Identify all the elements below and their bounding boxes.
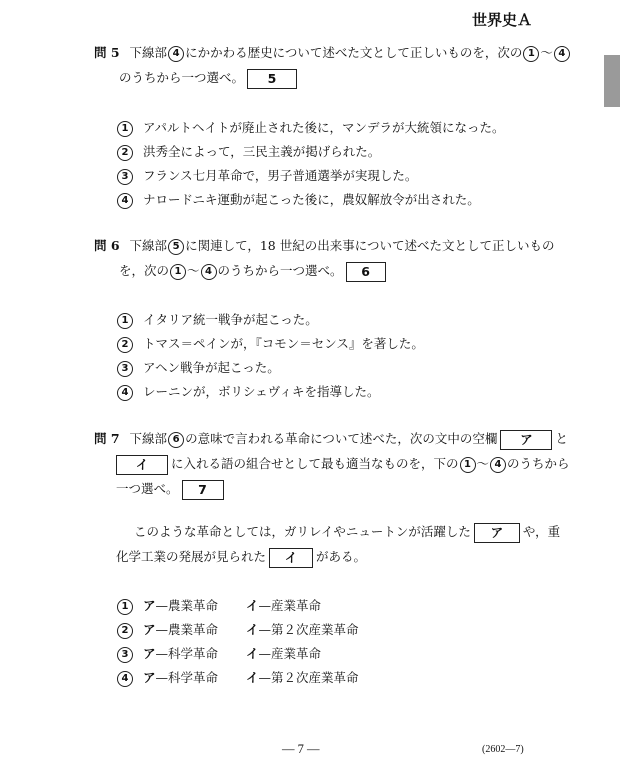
q5-option-2[interactable] bbox=[116, 142, 380, 161]
q5-line1 bbox=[94, 43, 571, 62]
option-i-value: 産業革命 bbox=[271, 646, 322, 661]
q7-line3-text: 一つ選べ。 bbox=[116, 481, 179, 496]
q7-passage-line1 bbox=[134, 522, 560, 543]
q7-blank-a-box: ア bbox=[500, 430, 552, 450]
page-code: (2602—7) bbox=[482, 744, 524, 755]
q5-range-sep: 〜 bbox=[540, 45, 553, 60]
q6-option-1[interactable] bbox=[116, 310, 318, 329]
q7-text-b: の意味で言われる革命について述べた，次の文中の空欄 bbox=[185, 431, 498, 446]
option-a-label: ア bbox=[143, 670, 156, 685]
q6-line2-a: を，次の bbox=[119, 263, 170, 278]
q7-marker: 6 bbox=[168, 432, 184, 448]
section-tab-marker bbox=[604, 55, 620, 107]
option-a-value: 科学革命 bbox=[168, 646, 219, 661]
q5-range-start: 1 bbox=[523, 46, 539, 62]
q5-text-a: 下線部 bbox=[129, 45, 168, 60]
q7-text-a: 下線部 bbox=[129, 431, 168, 446]
option-i-value: 第２次産業革命 bbox=[271, 622, 359, 637]
option-text: トマス＝ペインが，『コモン＝センス』を著した。 bbox=[143, 336, 424, 351]
option-text: レーニンが，ボリシェヴィキを指導した。 bbox=[143, 384, 380, 399]
q7-option-1[interactable] bbox=[116, 596, 321, 615]
option-number: 1 bbox=[117, 313, 133, 329]
q6-range-sep: 〜 bbox=[187, 263, 200, 278]
q7-passage-d: がある。 bbox=[316, 549, 367, 564]
q7-range-start: 1 bbox=[460, 457, 476, 473]
q5-option-3[interactable] bbox=[116, 166, 417, 185]
option-number: 4 bbox=[117, 671, 133, 687]
q6-range-end: 4 bbox=[201, 264, 217, 280]
q5-label: 問 5 bbox=[94, 45, 120, 60]
q5-option-1[interactable] bbox=[116, 118, 505, 137]
q5-line2-text: のうちから一つ選べ。 bbox=[119, 70, 245, 85]
option-text: ナロードニキ運動が起こった後に，農奴解放令が出された。 bbox=[143, 192, 480, 207]
q5-marker: 4 bbox=[168, 46, 184, 62]
option-dash: — bbox=[258, 670, 272, 685]
page-number: — 7 — bbox=[282, 742, 320, 756]
option-a-value: 農業革命 bbox=[168, 622, 219, 637]
option-number: 1 bbox=[117, 121, 133, 137]
option-dash: — bbox=[258, 646, 272, 661]
option-dash: — bbox=[155, 670, 169, 685]
q7-line3 bbox=[116, 479, 227, 500]
option-i-label: イ bbox=[246, 622, 259, 637]
q7-passage-c: 化学工業の発展が見られた bbox=[116, 549, 267, 564]
option-text: イタリア統一戦争が起こった。 bbox=[143, 312, 318, 327]
q7-label: 問 7 bbox=[94, 431, 120, 446]
q7-line2 bbox=[116, 454, 570, 475]
option-dash: — bbox=[155, 646, 169, 661]
subject-title: 世界史Ａ bbox=[471, 11, 532, 29]
q5-line2 bbox=[119, 68, 300, 89]
q6-answer-box[interactable]: 6 bbox=[346, 262, 386, 282]
option-a-label: ア bbox=[143, 622, 156, 637]
option-number: 1 bbox=[117, 599, 133, 615]
q7-to: と bbox=[555, 431, 568, 446]
q7-option-4[interactable] bbox=[116, 668, 359, 687]
option-number: 2 bbox=[117, 337, 133, 353]
q7-answer-box[interactable]: 7 bbox=[182, 480, 224, 500]
option-number: 4 bbox=[117, 385, 133, 401]
option-a-label: ア bbox=[143, 646, 156, 661]
q7-range-end: 4 bbox=[490, 457, 506, 473]
q7-passage-line2 bbox=[116, 547, 366, 568]
option-text: アパルトヘイトが廃止された後に，マンデラが大統領になった。 bbox=[143, 120, 505, 135]
q7-passage-blank-i: イ bbox=[269, 548, 313, 568]
option-text: アヘン戦争が起こった。 bbox=[143, 360, 280, 375]
option-text: 洪秀全によって，三民主義が掲げられた。 bbox=[143, 144, 381, 159]
option-i-label: イ bbox=[246, 670, 259, 685]
q6-option-3[interactable] bbox=[116, 358, 280, 377]
q7-range-sep: 〜 bbox=[476, 456, 490, 471]
option-a-value: 科学革命 bbox=[168, 670, 219, 685]
q6-line2-b: のうちから一つ選べ。 bbox=[217, 263, 343, 278]
option-i-label: イ bbox=[246, 646, 259, 661]
option-a-value: 農業革命 bbox=[168, 598, 219, 613]
q6-text-b: に関連して，18 世紀の出来事について述べた文として正しいもの bbox=[185, 238, 555, 253]
q7-option-3[interactable] bbox=[116, 644, 321, 663]
q5-text-b: にかかわる歴史について述べた文として正しいものを，次の bbox=[185, 45, 523, 60]
option-text: フランス七月革命で，男子普通選挙が実現した。 bbox=[143, 168, 418, 183]
option-i-value: 産業革命 bbox=[271, 598, 322, 613]
option-dash: — bbox=[258, 622, 272, 637]
q6-option-2[interactable] bbox=[116, 334, 424, 353]
option-number: 3 bbox=[117, 361, 133, 377]
q6-range-start: 1 bbox=[170, 264, 186, 280]
option-number: 2 bbox=[117, 145, 133, 161]
option-dash: — bbox=[155, 598, 169, 613]
option-number: 3 bbox=[117, 169, 133, 185]
q7-passage-b: や，重 bbox=[522, 524, 561, 539]
q6-marker: 5 bbox=[168, 239, 184, 255]
q7-line2-c: のうちから bbox=[507, 456, 570, 471]
q7-passage-blank-a: ア bbox=[474, 523, 520, 543]
q7-passage-a: このような革命としては，ガリレイやニュートンが活躍した bbox=[134, 524, 471, 539]
q6-line1 bbox=[94, 236, 554, 255]
option-a-label: ア bbox=[143, 598, 156, 613]
option-number: 3 bbox=[117, 647, 133, 663]
option-i-value: 第２次産業革命 bbox=[271, 670, 359, 685]
q6-text-a: 下線部 bbox=[129, 238, 168, 253]
q5-answer-box[interactable]: 5 bbox=[247, 69, 297, 89]
q6-option-4[interactable] bbox=[116, 382, 380, 401]
option-dash: — bbox=[155, 622, 169, 637]
option-dash: — bbox=[258, 598, 272, 613]
option-i-label: イ bbox=[246, 598, 259, 613]
q6-line2 bbox=[119, 261, 389, 282]
q7-line1 bbox=[94, 429, 568, 450]
q5-range-end: 4 bbox=[554, 46, 570, 62]
option-number: 4 bbox=[117, 193, 133, 209]
q6-label: 問 6 bbox=[94, 238, 120, 253]
q7-line2-b: に入れる語の組合せとして最も適当なものを，下の bbox=[171, 456, 459, 471]
q7-blank-i-box: イ bbox=[116, 455, 168, 475]
q5-option-4[interactable] bbox=[116, 190, 480, 209]
q7-option-2[interactable] bbox=[116, 620, 359, 639]
option-number: 2 bbox=[117, 623, 133, 639]
